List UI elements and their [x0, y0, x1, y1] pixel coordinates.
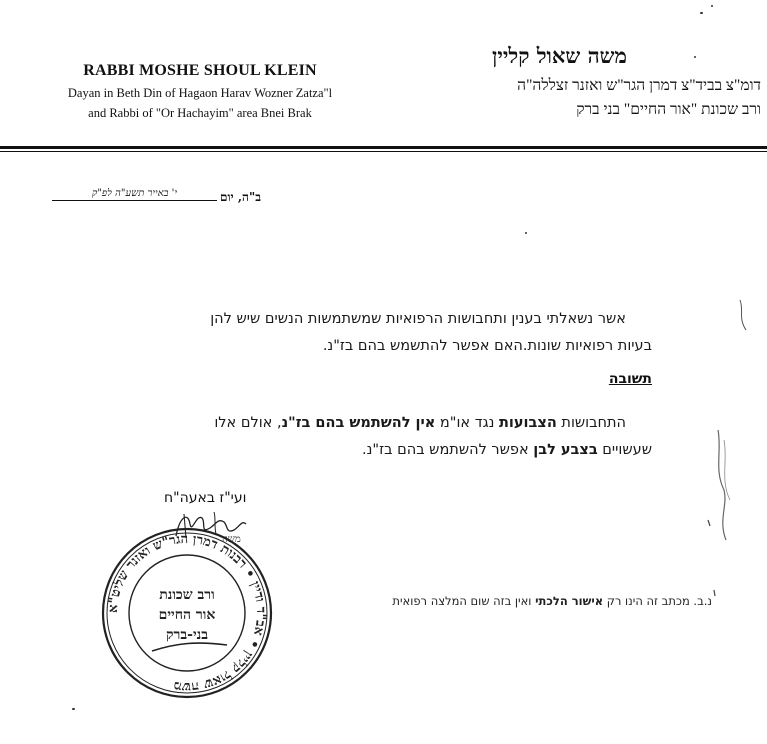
scan-speck [700, 12, 703, 14]
scan-speck [525, 232, 527, 234]
svg-text:משה שאול קליין • אב"ד ודיין •: משה שאול קליין • אב"ד ודיין • רבנות דמרן הגר"ש ואזנר שליט"א [105, 531, 269, 695]
rabbinical-stamp [97, 523, 277, 703]
answer-line-1: התחבושות הצבועות נגד או"מ אין להשתמש בהם בז"נ, אולם אלו [214, 415, 626, 431]
question-line-2: בעיות רפואיות שונות.האם אפשר להתשמש בהם בז"נ. [322, 338, 652, 354]
letterhead-english-title: Dayan in Beth Din of Hagaon Harav Wozner Zatza"l [67, 86, 333, 100]
answer-heading: תשובה [608, 371, 652, 387]
question-line-1: אשר נשאלתי בענין ותחבושות הרפואיות שמשתמשות הנשים שיש להן [210, 311, 626, 327]
letterhead-hebrew-name: משה שאול קליין [492, 43, 627, 68]
letterhead-english-name: RABBI MOSHE SHOUL KLEIN [83, 62, 317, 79]
scan-speck [711, 5, 713, 7]
letterhead-rule-thin [0, 151, 767, 152]
closing-line: ועי"ז באעה"ח [164, 490, 247, 506]
scan-artifacts [700, 290, 760, 620]
svg-text:ורב שכונת: ורב שכונת [159, 587, 215, 603]
svg-text:משה: משה [222, 534, 241, 545]
footnote: נ.ב. מכתב זה הינו רק אישור הלכתי ואין בזה שום המלצה רפואית [392, 594, 712, 608]
letterhead-hebrew-title: דומ"צ בביד"צ דמרן הגר"ש ואזנר זצללה"ה [517, 77, 761, 94]
question-paragraph [92, 306, 652, 360]
date-label: ב"ה, יום [220, 190, 261, 204]
svg-text:אור החיים: אור החיים [158, 607, 216, 623]
date-value: י' באייר תשע"ה לפ"ק [52, 188, 217, 201]
letterhead-hebrew-position: ורב שכונת "אור החיים" בני ברק [576, 101, 761, 118]
letterhead-rule [0, 146, 767, 149]
scan-speck [72, 708, 75, 710]
answer-paragraph [92, 410, 652, 464]
svg-text:בני-ברק: בני-ברק [166, 627, 208, 643]
answer-line-2: שעשויים בצבע לבן אפשר להשתמש בהם בז"נ. [362, 442, 652, 458]
letterhead-english-position: and Rabbi of "Or Hachayim" area Bnei Brak [88, 106, 312, 120]
scan-speck [694, 56, 696, 58]
